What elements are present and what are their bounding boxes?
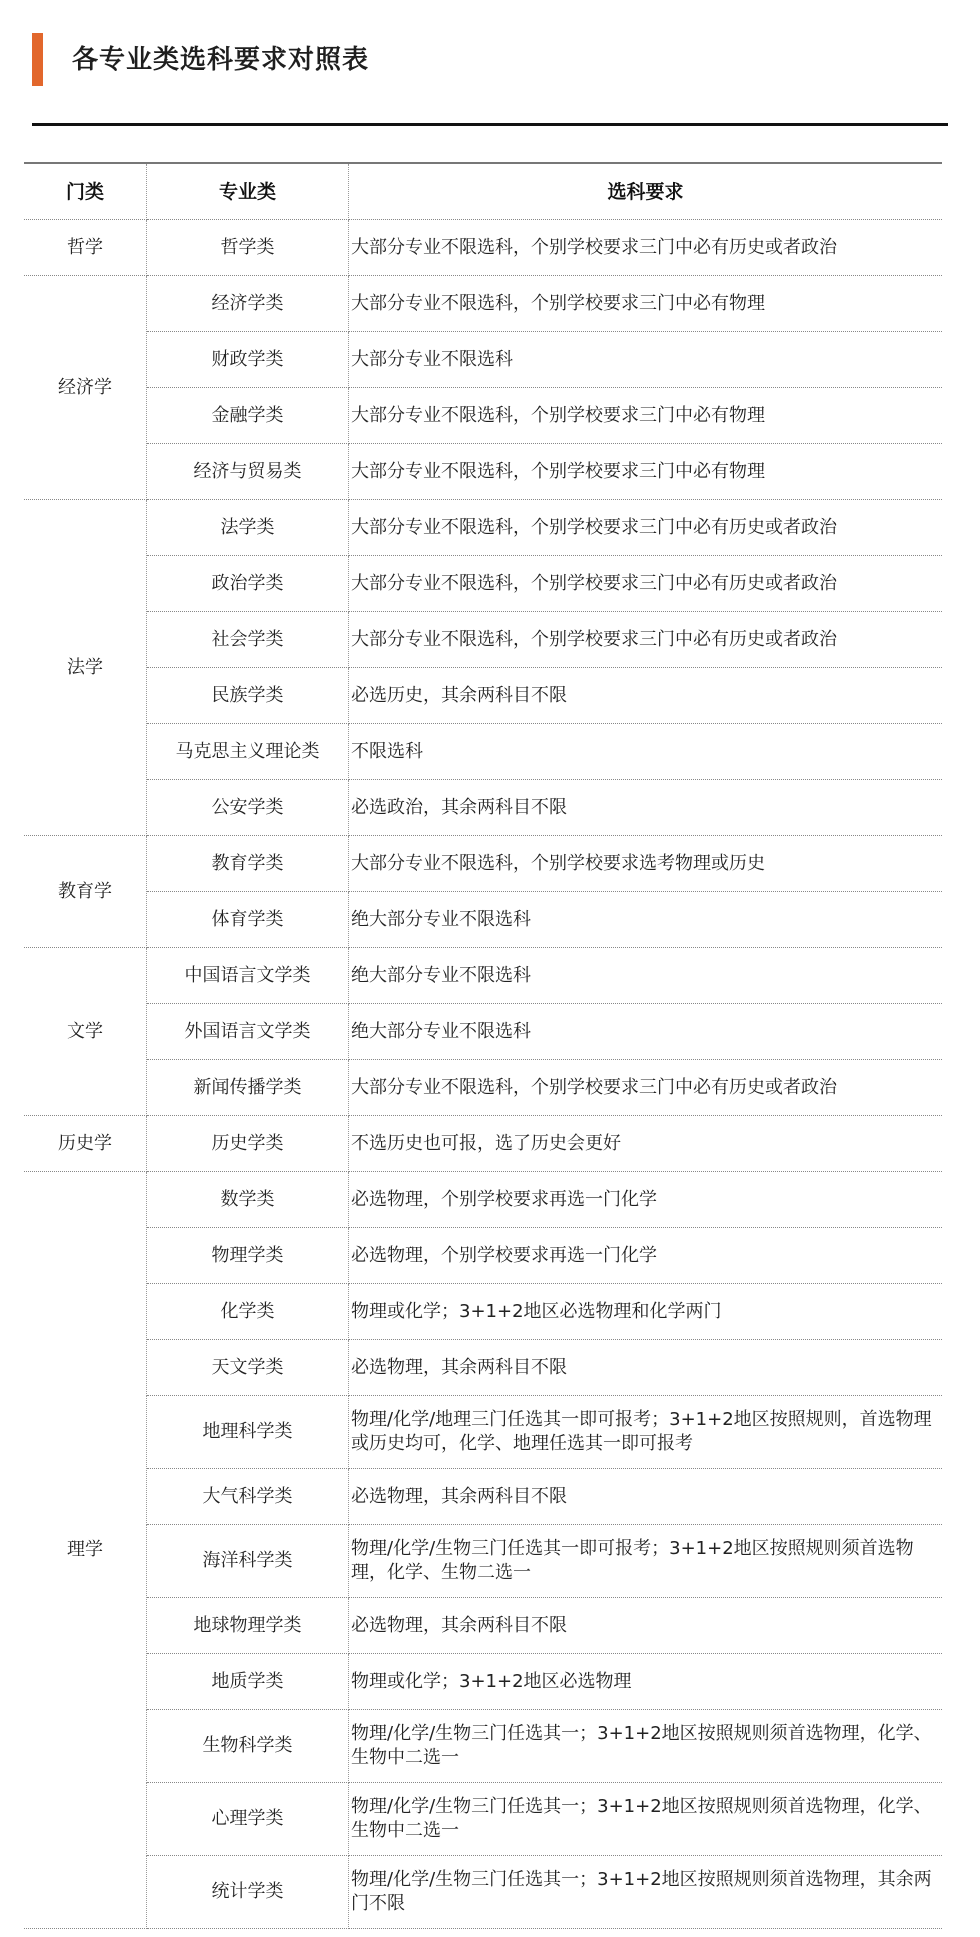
requirement-cell: 大部分专业不限选科，个别学校要求选考物理或历史 xyxy=(349,836,943,892)
requirement-cell: 大部分专业不限选科，个别学校要求三门中必有物理 xyxy=(349,276,943,332)
table-row xyxy=(24,1654,942,1710)
table-row xyxy=(24,1228,942,1284)
table-row xyxy=(24,1172,942,1228)
requirement-cell: 大部分专业不限选科，个别学校要求三门中必有物理 xyxy=(349,388,943,444)
requirement-cell: 必选物理，个别学校要求再选一门化学 xyxy=(349,1228,943,1284)
table-row xyxy=(24,612,942,668)
table-row xyxy=(24,1525,942,1598)
major-cell: 生物科学类 xyxy=(147,1710,349,1783)
major-cell: 化学类 xyxy=(147,1284,349,1340)
table-row xyxy=(24,780,942,836)
major-cell: 经济学类 xyxy=(147,276,349,332)
table-row xyxy=(24,1469,942,1525)
table-row xyxy=(24,948,942,1004)
table-row xyxy=(24,1340,942,1396)
table-row xyxy=(24,668,942,724)
major-cell: 法学类 xyxy=(147,500,349,556)
requirement-cell: 必选物理，其余两科目不限 xyxy=(349,1598,943,1654)
requirement-cell: 物理/化学/地理三门任选其一即可报考；3+1+2地区按照规则，首选物理或历史均可，化学、地理任选其一即可报考 xyxy=(349,1396,943,1469)
table-row xyxy=(24,892,942,948)
table-row xyxy=(24,332,942,388)
table-row xyxy=(24,1856,942,1929)
table-row xyxy=(24,1004,942,1060)
table-row xyxy=(24,836,942,892)
requirement-cell: 不限选科 xyxy=(349,724,943,780)
major-cell: 地质学类 xyxy=(147,1654,349,1710)
requirement-cell: 物理/化学/生物三门任选其一；3+1+2地区按照规则须首选物理，其余两门不限 xyxy=(349,1856,943,1929)
major-cell: 财政学类 xyxy=(147,332,349,388)
subject-requirements-table xyxy=(24,162,942,1929)
major-cell: 体育学类 xyxy=(147,892,349,948)
table-row xyxy=(24,1284,942,1340)
major-cell: 公安学类 xyxy=(147,780,349,836)
column-header-requirement: 选科要求 xyxy=(349,163,943,220)
major-cell: 心理学类 xyxy=(147,1783,349,1856)
major-cell: 天文学类 xyxy=(147,1340,349,1396)
requirement-cell: 必选物理，其余两科目不限 xyxy=(349,1340,943,1396)
requirement-cell: 物理或化学；3+1+2地区必选物理 xyxy=(349,1654,943,1710)
major-cell: 中国语言文学类 xyxy=(147,948,349,1004)
requirement-cell: 物理/化学/生物三门任选其一；3+1+2地区按照规则须首选物理，化学、生物中二选一 xyxy=(349,1710,943,1783)
major-cell: 物理学类 xyxy=(147,1228,349,1284)
major-cell: 马克思主义理论类 xyxy=(147,724,349,780)
table-row xyxy=(24,220,942,276)
table-row xyxy=(24,276,942,332)
requirement-cell: 大部分专业不限选科，个别学校要求三门中必有历史或者政治 xyxy=(349,612,943,668)
requirement-cell: 大部分专业不限选科，个别学校要求三门中必有历史或者政治 xyxy=(349,220,943,276)
requirement-cell: 物理或化学；3+1+2地区必选物理和化学两门 xyxy=(349,1284,943,1340)
requirement-cell: 物理/化学/生物三门任选其一即可报考；3+1+2地区按照规则须首选物理，化学、生物二选一 xyxy=(349,1525,943,1598)
category-cell: 法学 xyxy=(24,500,147,836)
table-row xyxy=(24,388,942,444)
table-row xyxy=(24,500,942,556)
category-cell: 文学 xyxy=(24,948,147,1116)
title-accent-bar xyxy=(32,33,43,86)
title-divider xyxy=(32,123,948,126)
major-cell: 大气科学类 xyxy=(147,1469,349,1525)
requirement-cell: 大部分专业不限选科，个别学校要求三门中必有历史或者政治 xyxy=(349,1060,943,1116)
table-row xyxy=(24,1598,942,1654)
requirement-cell: 大部分专业不限选科，个别学校要求三门中必有历史或者政治 xyxy=(349,500,943,556)
major-cell: 社会学类 xyxy=(147,612,349,668)
major-cell: 外国语言文学类 xyxy=(147,1004,349,1060)
category-cell: 理学 xyxy=(24,1172,147,1929)
column-header-category: 门类 xyxy=(24,163,147,220)
major-cell: 哲学类 xyxy=(147,220,349,276)
major-cell: 统计学类 xyxy=(147,1856,349,1929)
major-cell: 政治学类 xyxy=(147,556,349,612)
column-header-major: 专业类 xyxy=(147,163,349,220)
category-cell: 教育学 xyxy=(24,836,147,948)
table-header-row xyxy=(24,163,942,220)
table-row xyxy=(24,1396,942,1469)
major-cell: 地球物理学类 xyxy=(147,1598,349,1654)
requirement-cell: 不选历史也可报，选了历史会更好 xyxy=(349,1116,943,1172)
major-cell: 金融学类 xyxy=(147,388,349,444)
requirement-cell: 必选物理，个别学校要求再选一门化学 xyxy=(349,1172,943,1228)
major-cell: 经济与贸易类 xyxy=(147,444,349,500)
table-row xyxy=(24,444,942,500)
requirement-cell: 必选物理，其余两科目不限 xyxy=(349,1469,943,1525)
requirement-cell: 物理/化学/生物三门任选其一；3+1+2地区按照规则须首选物理，化学、生物中二选一 xyxy=(349,1783,943,1856)
major-cell: 数学类 xyxy=(147,1172,349,1228)
requirement-cell: 大部分专业不限选科，个别学校要求三门中必有物理 xyxy=(349,444,943,500)
category-cell: 哲学 xyxy=(24,220,147,276)
category-cell: 历史学 xyxy=(24,1116,147,1172)
requirement-cell: 必选政治，其余两科目不限 xyxy=(349,780,943,836)
major-cell: 民族学类 xyxy=(147,668,349,724)
requirement-cell: 大部分专业不限选科，个别学校要求三门中必有历史或者政治 xyxy=(349,556,943,612)
table-row xyxy=(24,556,942,612)
requirement-cell: 必选历史，其余两科目不限 xyxy=(349,668,943,724)
major-cell: 海洋科学类 xyxy=(147,1525,349,1598)
requirement-cell: 绝大部分专业不限选科 xyxy=(349,948,943,1004)
table-row xyxy=(24,1116,942,1172)
major-cell: 地理科学类 xyxy=(147,1396,349,1469)
requirement-cell: 大部分专业不限选科 xyxy=(349,332,943,388)
major-cell: 新闻传播学类 xyxy=(147,1060,349,1116)
major-cell: 历史学类 xyxy=(147,1116,349,1172)
major-cell: 教育学类 xyxy=(147,836,349,892)
table-row xyxy=(24,1783,942,1856)
requirement-cell: 绝大部分专业不限选科 xyxy=(349,892,943,948)
table-row xyxy=(24,1060,942,1116)
page-title: 各专业类选科要求对照表 xyxy=(72,45,370,75)
category-cell: 经济学 xyxy=(24,276,147,500)
table-row xyxy=(24,1710,942,1783)
requirement-cell: 绝大部分专业不限选科 xyxy=(349,1004,943,1060)
table-row xyxy=(24,724,942,780)
table-body xyxy=(24,220,942,1929)
